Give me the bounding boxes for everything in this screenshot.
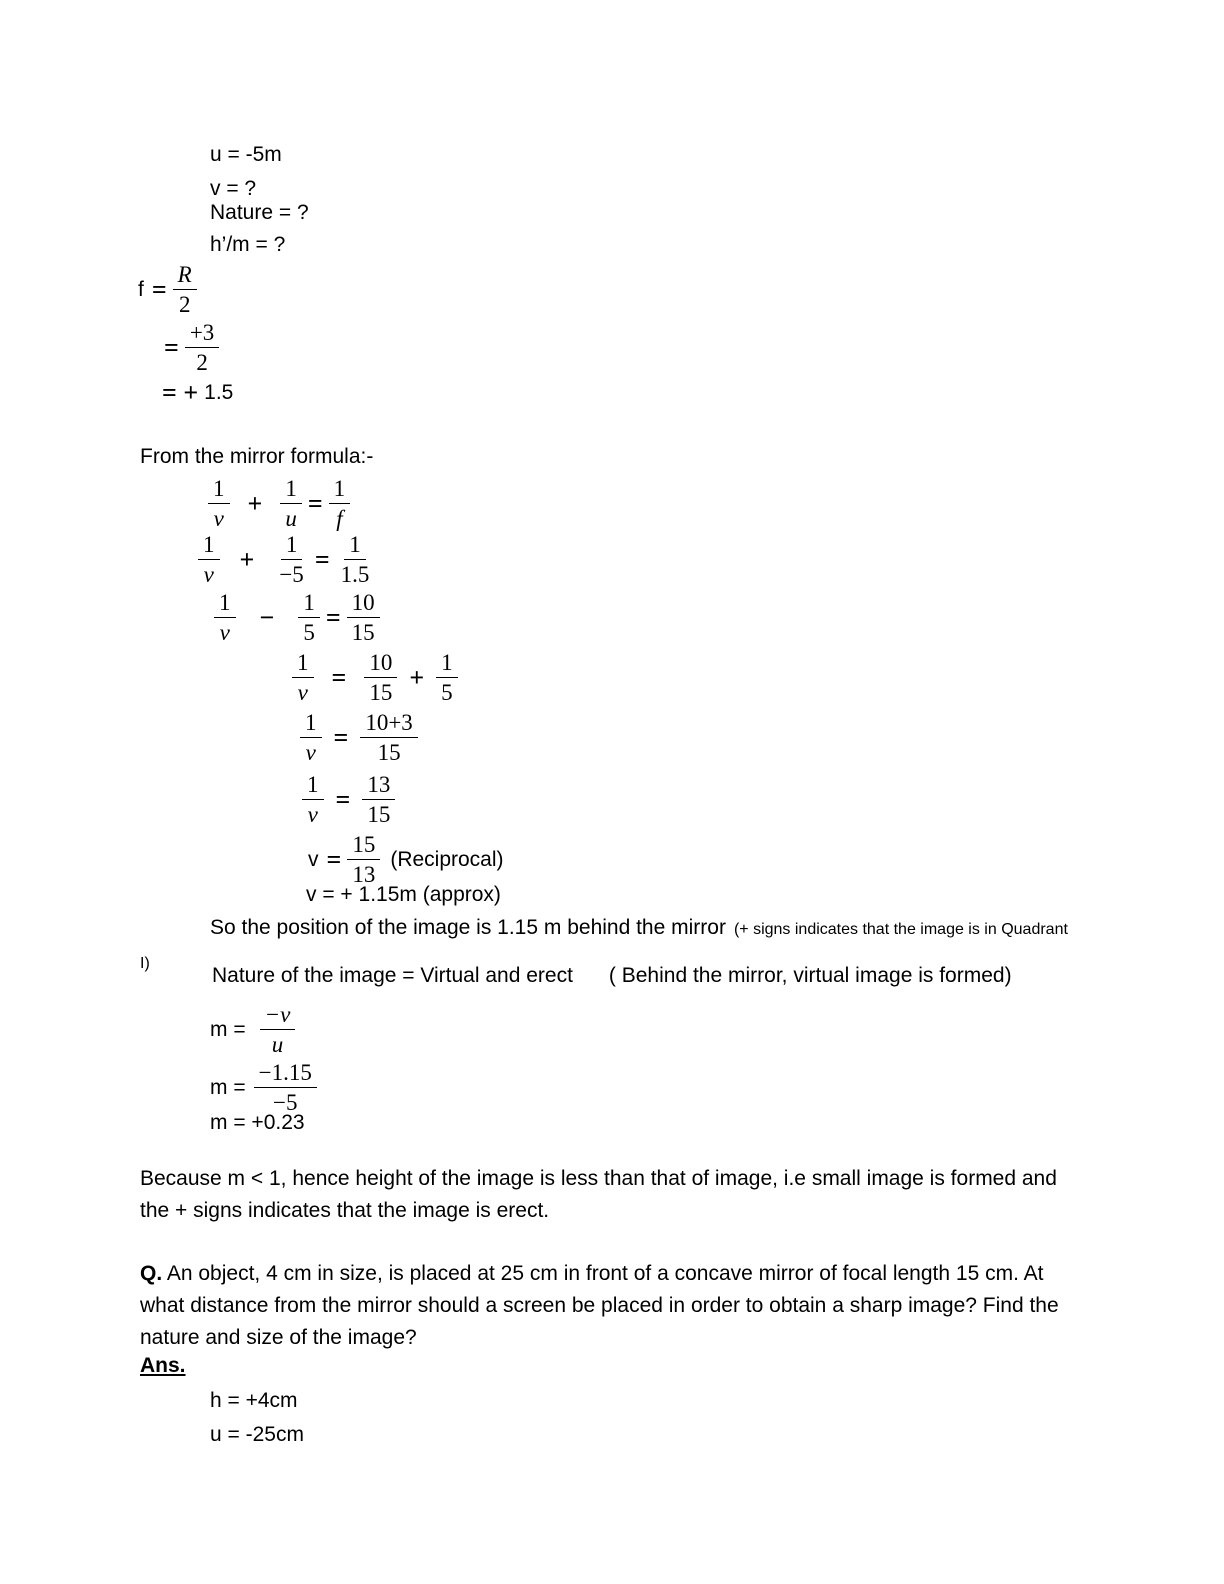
equals-sign: = (331, 662, 347, 692)
fraction-15-over-13 (347, 832, 380, 888)
equals-sign: = (333, 722, 349, 752)
focal-length-value: 1.5 (204, 381, 234, 404)
fraction-1-over-5 (436, 650, 458, 706)
mirror-formula-heading: From the mirror formula:- (140, 445, 374, 468)
fraction-numerator: −1.15 (254, 1060, 317, 1088)
fraction-denominator: v (219, 619, 230, 645)
fraction-denominator: 5 (303, 619, 315, 645)
fraction-numerator: 1 (281, 532, 303, 560)
equals-sign: = (325, 602, 341, 632)
fraction-numerator: 10+3 (360, 710, 417, 738)
plus-sign: + (239, 544, 255, 574)
fraction-13-over-15 (362, 772, 395, 828)
nature-conclusion (212, 965, 1012, 986)
fraction-1-over-v (300, 710, 322, 766)
equals-sign: = (335, 784, 351, 814)
magnification-label: m = (210, 1075, 246, 1099)
v-approx-value: v = + 1.15m (approx) (306, 883, 501, 906)
fraction-denominator: v (307, 801, 318, 827)
fraction-10plus3-over-15 (360, 710, 417, 766)
question-text: An object, 4 cm in size, is placed at 25 cm in front of a concave mirror of focal length 15 cm. At what distance from the mirror should a screen be placed in order to obtain a sharp image? Find the nature and size of the image? (140, 1262, 1059, 1349)
answer-line-u: u = -25cm (210, 1423, 304, 1446)
explanation-paragraph: Because m < 1, hence height of the image is less than that of image, i.e small image is formed and the + signs indicates that the image is erect. (140, 1167, 1057, 1222)
fraction-numerator: −v (260, 1002, 296, 1030)
v-solution-row (308, 832, 504, 888)
fraction-minus1point15-over-minus5 (254, 1060, 317, 1116)
fraction-denominator: 15 (377, 739, 401, 765)
answer-line-h: h = +4cm (210, 1389, 298, 1412)
fraction-numerator: R (173, 262, 197, 290)
fraction-1-over-1point5 (336, 532, 375, 588)
fraction-minusv-over-u (260, 1002, 296, 1058)
position-conclusion-note: (+ signs indicates that the image is in Quadrant I) (140, 921, 1068, 972)
fraction-denominator: v (305, 739, 316, 765)
fraction-numerator: 10 (364, 650, 397, 678)
fraction-denominator: −5 (272, 1089, 298, 1115)
nature-conclusion-note: ( Behind the mirror, virtual image is formed) (608, 964, 1012, 987)
magnification-row-1 (210, 1002, 297, 1058)
fraction-numerator: +3 (185, 320, 219, 348)
fraction-numerator: 1 (329, 476, 351, 504)
magnification-label: m = (210, 1017, 246, 1041)
fraction-denominator: 15 (351, 619, 375, 645)
fraction-1-over-u (280, 476, 302, 532)
fraction-R-over-2 (173, 262, 197, 318)
fraction-1-over-5 (298, 590, 320, 646)
mirror-formula-row-3 (212, 590, 382, 646)
mirror-formula-row-4 (290, 650, 460, 706)
fraction-numerator: 1 (300, 710, 322, 738)
question-marker: Q. (140, 1262, 163, 1285)
equals-plus-sign: = + (162, 378, 199, 407)
fraction-numerator: 13 (362, 772, 395, 800)
reciprocal-note: (Reciprocal) (390, 847, 504, 871)
focal-length-eq-3 (158, 378, 233, 408)
fraction-numerator: 1 (280, 476, 302, 504)
fraction-numerator: 1 (298, 590, 320, 618)
plus-sign: + (409, 662, 425, 692)
position-conclusion-main: So the position of the image is 1.15 m behind the mirror (210, 916, 726, 939)
fraction-numerator: 1 (292, 650, 314, 678)
fraction-1-over-v (292, 650, 314, 706)
magnification-result: m = +0.23 (210, 1111, 305, 1134)
fraction-10-over-15 (347, 590, 380, 646)
fraction-numerator: 1 (198, 532, 220, 560)
focal-length-eq-1 (138, 262, 199, 318)
focal-length-eq-2 (160, 320, 221, 376)
mirror-formula-row-2 (196, 532, 376, 588)
fraction-1-over-v (302, 772, 324, 828)
mirror-formula-row-1 (206, 476, 352, 532)
fraction-10-over-15 (364, 650, 397, 706)
fraction-denominator: 2 (178, 291, 191, 317)
question-block (140, 1258, 1070, 1354)
minus-sign: − (259, 602, 275, 632)
fraction-denominator: 15 (367, 801, 391, 827)
answer-label: Ans. (140, 1354, 186, 1377)
given-line-v: v = ? (210, 177, 257, 200)
fraction-denominator: v (297, 679, 308, 705)
magnification-row-2 (210, 1060, 319, 1116)
given-line-magnification: h’/m = ? (210, 233, 286, 256)
given-line-nature: Nature = ? (210, 201, 309, 224)
fraction-numerator: 1 (214, 590, 236, 618)
fraction-denominator: v (213, 505, 224, 531)
fraction-numerator: 1 (436, 650, 458, 678)
given-line-u: u = -5m (210, 143, 282, 166)
fraction-1-over-minus5 (274, 532, 308, 588)
fraction-1-over-v (214, 590, 236, 646)
fraction-denominator: u (271, 1031, 284, 1057)
fraction-denominator: −5 (279, 561, 304, 587)
fraction-plus3-over-2 (185, 320, 219, 376)
fraction-1-over-v (198, 532, 220, 588)
nature-conclusion-main: Nature of the image = Virtual and erect (212, 964, 573, 987)
fraction-numerator: 1 (302, 772, 324, 800)
focal-length-label: f (138, 277, 144, 301)
fraction-numerator: 1 (208, 476, 230, 504)
fraction-numerator: 1 (344, 532, 366, 560)
equals-sign: = (307, 488, 323, 518)
fraction-denominator: 2 (196, 349, 208, 375)
equals-sign: = (164, 332, 179, 362)
fraction-denominator: 15 (369, 679, 393, 705)
fraction-1-over-v (208, 476, 230, 532)
fraction-denominator: u (285, 505, 297, 531)
plus-sign: + (247, 488, 263, 518)
fraction-denominator: v (203, 561, 214, 587)
equals-sign: = (326, 844, 342, 874)
fraction-denominator: 13 (352, 861, 376, 887)
fraction-denominator: 5 (441, 679, 453, 705)
fraction-denominator: 1.5 (340, 561, 370, 587)
fraction-numerator: 15 (347, 832, 380, 860)
fraction-numerator: 10 (347, 590, 380, 618)
mirror-formula-row-5 (298, 710, 420, 766)
equals-sign: = (151, 274, 167, 304)
equals-sign: = (314, 544, 330, 574)
mirror-formula-row-6 (300, 772, 397, 828)
v-label: v (308, 847, 319, 871)
fraction-1-over-f (329, 476, 351, 532)
fraction-denominator: f (336, 505, 343, 531)
